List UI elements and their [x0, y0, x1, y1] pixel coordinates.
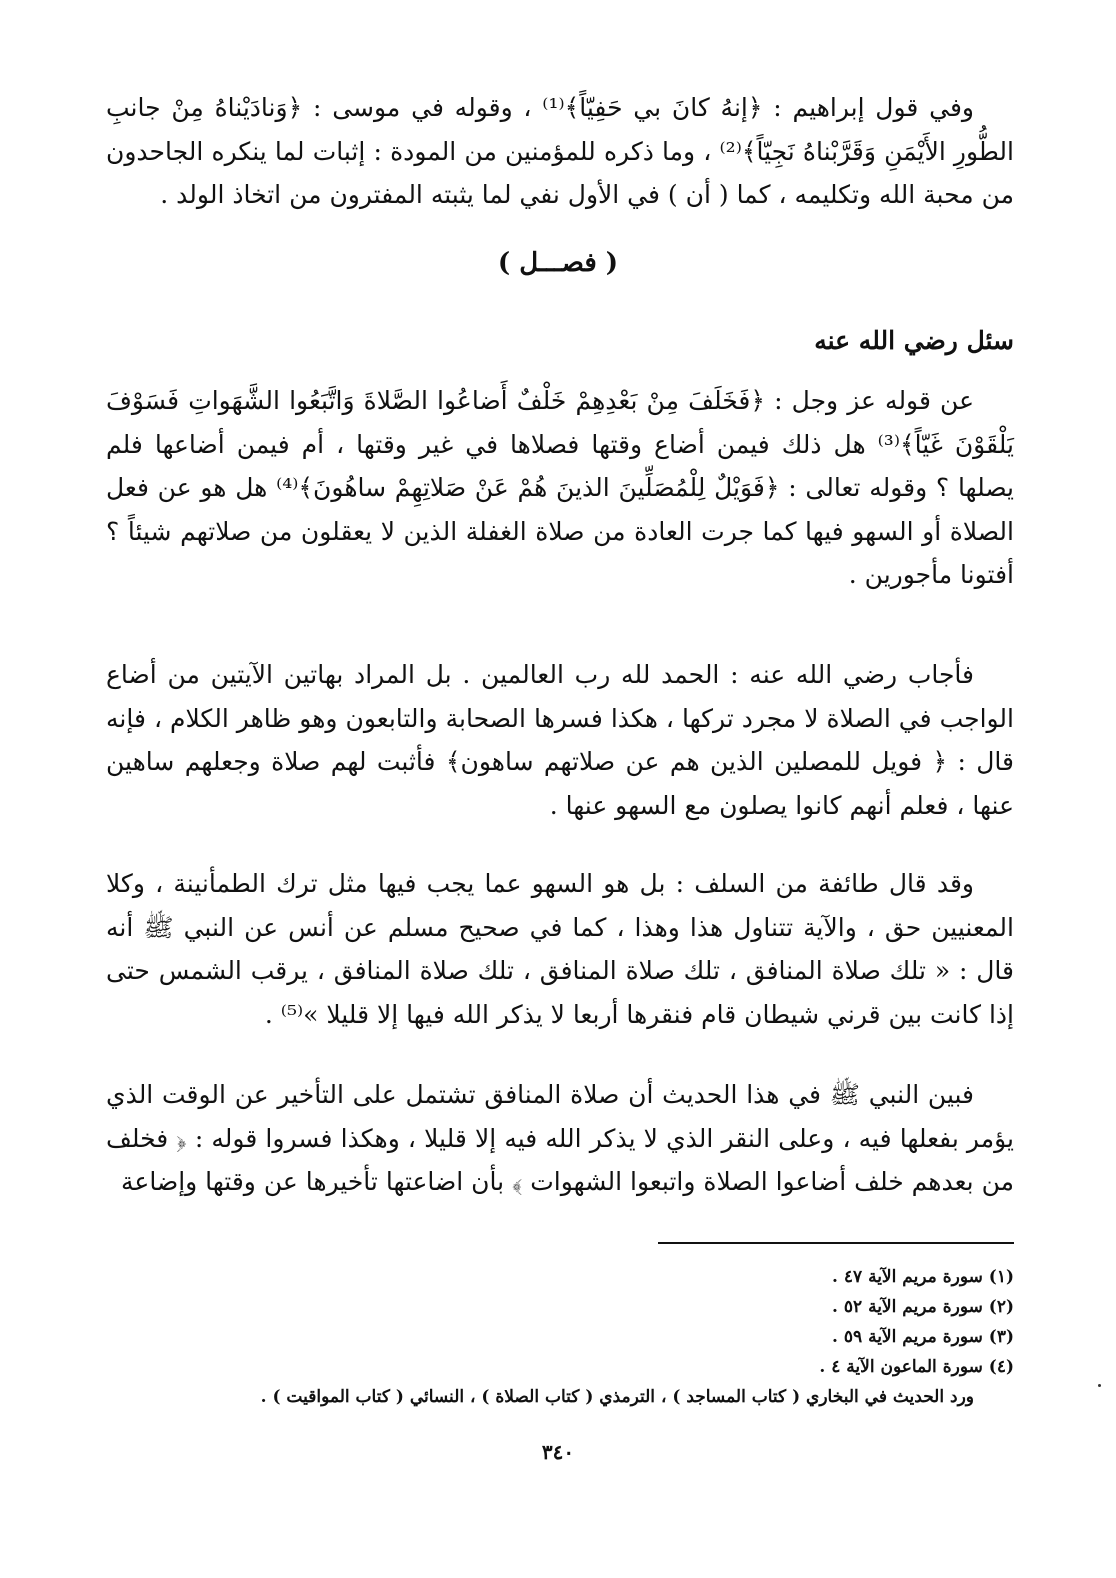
- footnote-4: (٤) سورة الماعون الآية ٤ .: [819, 1357, 1014, 1377]
- footnote-3: (٣) سورة مريم الآية ٥٩ .: [832, 1327, 1014, 1347]
- paragraph-3-text: فأجاب رضي الله عنه : الحمد لله رب العالمين . بل المراد بهاتين الآيتين من أضاع الواجب في الصلاة لا مجرد تركها ، هكذا فسرها الصحابة والتابعون وهو ظاهر الكلام ، فإنه قال : ﴿ فويل للمصلين الذين هم عن صلاتهم ساهون﴾ فأثبت لهم صلاة وجعلهم ساهين عنها ، فعلم أنهم كانوا يصلون مع السهو عنها .: [106, 660, 1014, 820]
- section-title: ( فصـــل ): [497, 248, 619, 278]
- scan-speck: [1098, 1384, 1101, 1387]
- footnotes: [106, 1262, 1014, 1412]
- paragraph-1: [106, 86, 1014, 217]
- paragraph-2-text: عن قوله عز وجل : ﴿فَخَلَفَ مِنْ بَعْدِهِمْ خَلْفٌ أَضاعُوا الصَّلاةَ وَاتَّبَعُوا الشَّهَواتِ فَسَوْفَ يَلْقَوْنَ غَيّاً﴾⁽³⁾ هل ذلك فيمن أضاع وقتها فصلاها في غير وقتها ، أم فيمن أضاعها فلم يصلها ؟ وقوله تعالى : ﴿فَوَيْلٌ لِلْمُصَلِّينَ الذينَ هُمْ عَنْ صَلاتِهِمْ ساهُونَ﴾⁽⁴⁾ هل هو عن فعل الصلاة أو السهو فيها كما جرت العادة من صلاة الغفلة الذين لا يعقلون من صلاتهم شيئاً ؟ أفتونا مأجورين .: [106, 386, 1014, 589]
- footnote-1: (١) سورة مريم الآية ٤٧ .: [832, 1267, 1014, 1287]
- question-heading: سئل رضي الله عنه: [814, 326, 1014, 355]
- footnote-5: ورد الحديث في البخاري ( كتاب المساجد ) ، الترمذي ( كتاب الصلاة ) ، النسائي ( كتاب المواقيت ) .: [260, 1387, 974, 1407]
- paragraph-1-text: وفي قول إبراهيم : ﴿إنهُ كانَ بي حَفِيّاً﴾⁽¹⁾ ، وقوله في موسى : ﴿وَنادَيْناهُ مِنْ جانبِ الطُّورِ الأَيْمَنِ وَقَرَّبْناهُ نَجِيّاً﴾⁽²⁾ ، وما ذكره للمؤمنين من المودة : إثبات لما ينكره الجاحدون من محبة الله وتكليمه ، كما ( أن ) في الأول نفي لما يثبته المفترون من اتخاذ الولد .: [106, 93, 1014, 209]
- paragraph-5: [106, 1073, 1014, 1204]
- paragraph-3: [106, 653, 1014, 827]
- footnote-divider: [658, 1242, 1014, 1244]
- paragraph-2: [106, 379, 1014, 597]
- footnote-2: (٢) سورة مريم الآية ٥٢ .: [832, 1297, 1014, 1317]
- page-number: ٣٤٠: [541, 1440, 575, 1464]
- paragraph-5-text: فبين النبي ﷺ في هذا الحديث أن صلاة المنافق تشتمل على التأخير عن الوقت الذي يؤمر بفعلها فيه ، وعلى النقر الذي لا يذكر الله فيه إلا قليلا ، وهكذا فسروا قوله : ﴿ فخلف من بعدهم خلف أضاعوا الصلاة واتبعوا الشهوات ﴾ بأن اضاعتها تأخيرها عن وقتها وإضاعة: [106, 1080, 1014, 1196]
- paragraph-4-text: وقد قال طائفة من السلف : بل هو السهو عما يجب فيها مثل ترك الطمأنينة ، وكلا المعنيين حق ، والآية تتناول هذا وهذا ، كما في صحيح مسلم عن أنس عن النبي ﷺ أنه قال : « تلك صلاة المنافق ، تلك صلاة المنافق ، تلك صلاة المنافق ، يرقب الشمس حتى إذا كانت بين قرني شيطان قام فنقرها أربعا لا يذكر الله فيها إلا قليلا »⁽⁵⁾ .: [106, 869, 1014, 1029]
- paragraph-4: [106, 862, 1014, 1036]
